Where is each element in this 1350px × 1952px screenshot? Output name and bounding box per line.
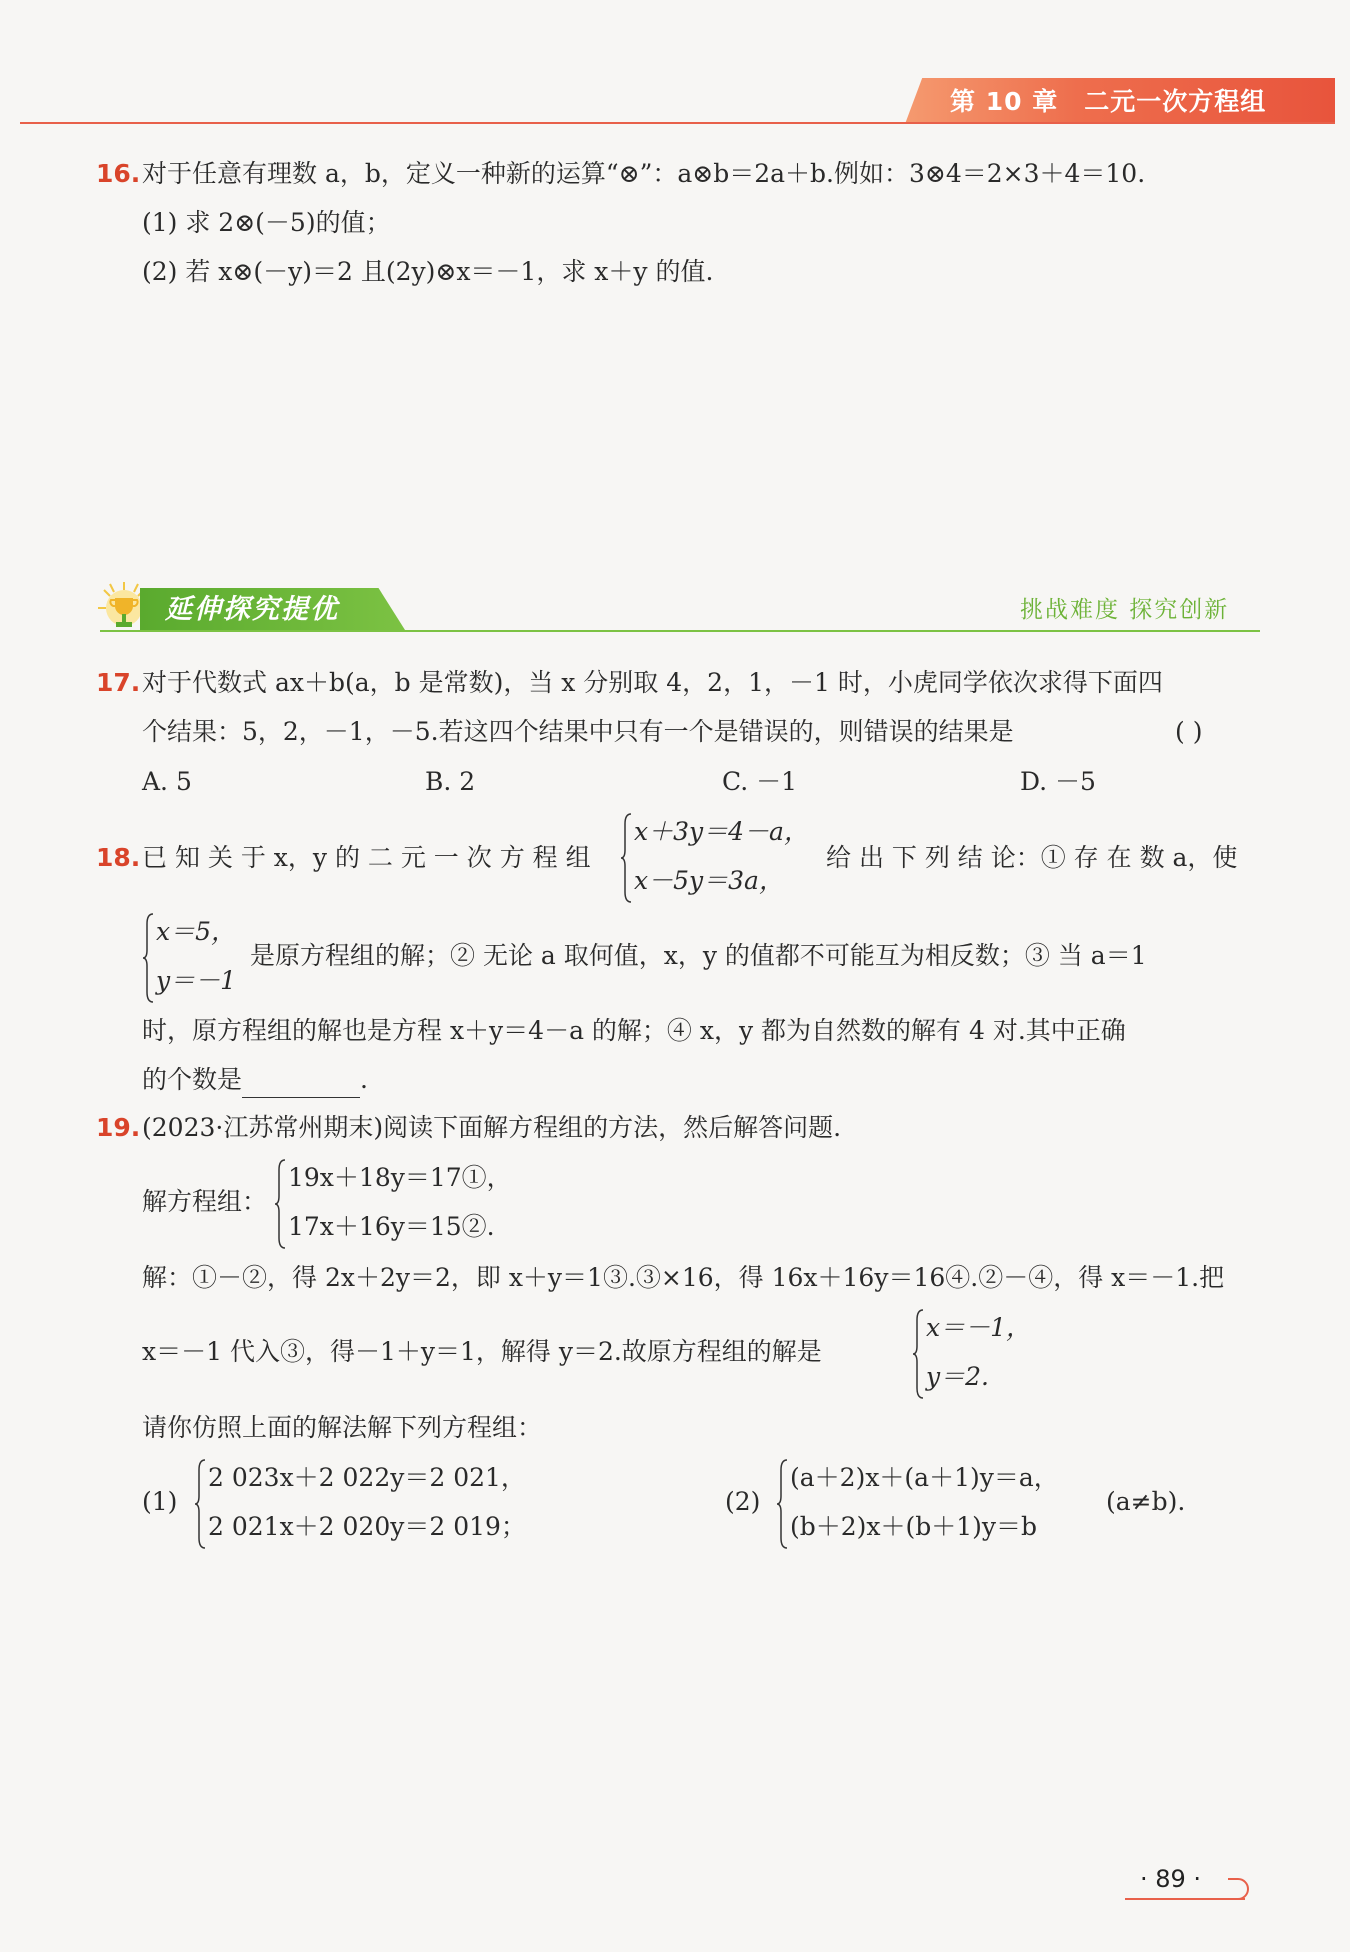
answer-blank (242, 1071, 360, 1098)
q18-lead: 已 知 关 于 x，y 的 二 元 一 次 方 程 组 (142, 843, 591, 872)
q18-eq2: x－5y＝3a， (634, 866, 784, 895)
q19-part1-eq1: 2 023x＋2 022y＝2 021， (208, 1463, 526, 1492)
brace-icon (274, 1158, 286, 1250)
chapter-title: 二元一次方程组 (1084, 87, 1267, 116)
brace-icon (142, 912, 154, 1004)
q19-eq2: 17x＋16y＝15②. (288, 1212, 495, 1241)
choice-a: A. 5 (142, 767, 192, 796)
section-title: 延伸探究提优 (165, 594, 339, 625)
page-number: · 89 · (1140, 1865, 1202, 1893)
q19-eq1: 19x＋18y＝17①， (288, 1163, 512, 1192)
q16-part2: (2) 若 x⊗(－y)＝2 且(2y)⊗x＝－1，求 x＋y 的值. (142, 257, 714, 286)
q17-number: 17. (96, 668, 141, 697)
choice-c: C. －1 (722, 767, 798, 796)
q19-part1-system (194, 1458, 534, 1550)
chapter-number: 第 10 章 (950, 87, 1059, 116)
q16-stem: 对于任意有理数 a，b，定义一种新的运算“⊗”：a⊗b＝2a＋b.例如：3⊗4＝2×3＋4＝10. (142, 159, 1146, 188)
q18-eq1: x＋3y＝4－a， (634, 817, 809, 846)
q16-number: 16. (96, 159, 141, 188)
q18-line2: 是原方程组的解；② 无论 a 取何值，x，y 的值都不可能互为相反数；③ 当 a＝1 (250, 941, 1147, 970)
q19-part2-eq2: (b＋2)x＋(b＋1)y＝b (790, 1512, 1038, 1541)
q18-line3: 时，原方程组的解也是方程 x＋y＝4－a 的解；④ x，y 都为自然数的解有 4 对.其中正确 (142, 1016, 1126, 1045)
q16-part1: (1) 求 2⊗(－5)的值； (142, 208, 391, 237)
q19-part2-condition: (a≠b). (1106, 1487, 1186, 1516)
q18-line4 (142, 1062, 368, 1098)
q19-part2-label: (2) (725, 1487, 761, 1516)
q19-part2-system (776, 1458, 1106, 1550)
q19-part1-label: (1) (142, 1487, 178, 1516)
q18-system (620, 812, 830, 904)
q19-stem: (2023·江苏常州期末)阅读下面解方程组的方法，然后解答问题. (142, 1113, 842, 1142)
brace-icon (776, 1458, 788, 1550)
q18-line4-end: . (360, 1065, 368, 1094)
q18-number: 18. (96, 843, 141, 872)
q19-number: 19. (96, 1113, 141, 1142)
q19-solution-line1: 解：①－②，得 2x＋2y＝2，即 x＋y＝1③.③×16，得 16x＋16y＝16④.②－④，得 x＝－1.把 (142, 1263, 1225, 1292)
q19-solution-line2: x＝－1 代入③，得－1＋y＝1，解得 y＝2.故原方程组的解是 (142, 1337, 822, 1366)
choice-b: B. 2 (425, 767, 476, 796)
header-rule (20, 122, 1335, 124)
q19-prompt: 请你仿照上面的解法解下列方程组： (142, 1413, 543, 1442)
chapter-heading (950, 85, 1266, 119)
section-subtitle: 挑战难度 探究创新 (1020, 597, 1230, 623)
q19-system (274, 1158, 534, 1250)
q17-stem-line1: 对于代数式 ax＋b(a，b 是常数)，当 x 分别取 4，2，1，－1 时，小虎同学依次求得下面四 (142, 668, 1163, 697)
q19-part2-eq1: (a＋2)x＋(a＋1)y＝a， (790, 1463, 1059, 1492)
section-rule (100, 630, 1260, 632)
q19-solve-label: 解方程组： (142, 1187, 268, 1216)
q18-after-system: 给 出 下 列 结 论：① 存 在 数 a，使 (826, 843, 1238, 872)
q19-answer-system (912, 1308, 1062, 1400)
q19-answer-eq1: x＝－1， (926, 1313, 1032, 1342)
choice-d: D. －5 (1020, 767, 1096, 796)
q17-stem-line2: 个结果：5，2，－1，－5.若这四个结果中只有一个是错误的，则错误的结果是 (142, 717, 1014, 746)
q19-part1-eq2: 2 021x＋2 020y＝2 019； (208, 1512, 526, 1541)
answer-paren: ( ) (1175, 717, 1203, 746)
q19-answer-eq2: y＝2. (926, 1362, 989, 1391)
brace-icon (194, 1458, 206, 1550)
q18-pair (142, 912, 252, 1004)
q18-pair-eq2: y＝－1 (156, 966, 237, 995)
brace-icon (912, 1308, 924, 1400)
brace-icon (620, 812, 632, 904)
q18-line4-text: 的个数是 (142, 1065, 243, 1094)
page-curl-icon (1222, 1876, 1252, 1900)
q18-pair-eq1: x＝5， (156, 917, 237, 946)
